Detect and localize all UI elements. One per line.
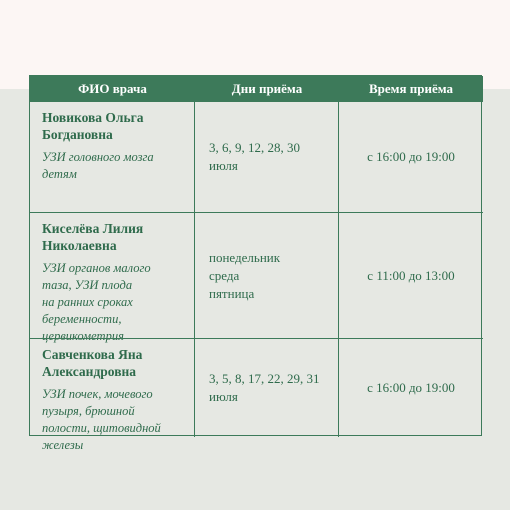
- days-cell-1: 3, 6, 9, 12, 28, 30 июля: [195, 101, 339, 212]
- schedule-table: [29, 75, 482, 452]
- days-cell-2: понедельник среда пятница: [195, 212, 339, 338]
- time-cell-2: с 11:00 до 13:00: [339, 212, 483, 338]
- doctor-specialty: УЗИ головного мозга детям: [42, 150, 154, 181]
- doctor-specialty: УЗИ почек, мочевого пузыря, брюшной полости, щитовидной железы: [42, 387, 161, 452]
- doctor-name: Новикова Ольга Богдановна: [42, 110, 144, 142]
- doctor-name: Киселёва Лилия Николаевна: [42, 221, 144, 253]
- header-days: Дни приёма: [195, 76, 339, 101]
- doctor-name: Савченкова Яна Александровна: [42, 347, 143, 379]
- header-doctor-name: ФИО врача: [30, 76, 195, 101]
- doctor-cell-1: [30, 101, 195, 212]
- time-cell-1: с 16:00 до 19:00: [339, 101, 483, 212]
- doctor-cell-2: [30, 212, 195, 343]
- header-time: Время приёма: [339, 76, 483, 101]
- time-cell-3: с 16:00 до 19:00: [339, 338, 483, 437]
- doctor-specialty: УЗИ органов малого таза, УЗИ плода на ранних сроках беременности, цервикометрия: [42, 261, 151, 343]
- days-cell-3: 3, 5, 8, 17, 22, 29, 31 июля: [195, 338, 339, 437]
- doctor-cell-3: [30, 338, 195, 452]
